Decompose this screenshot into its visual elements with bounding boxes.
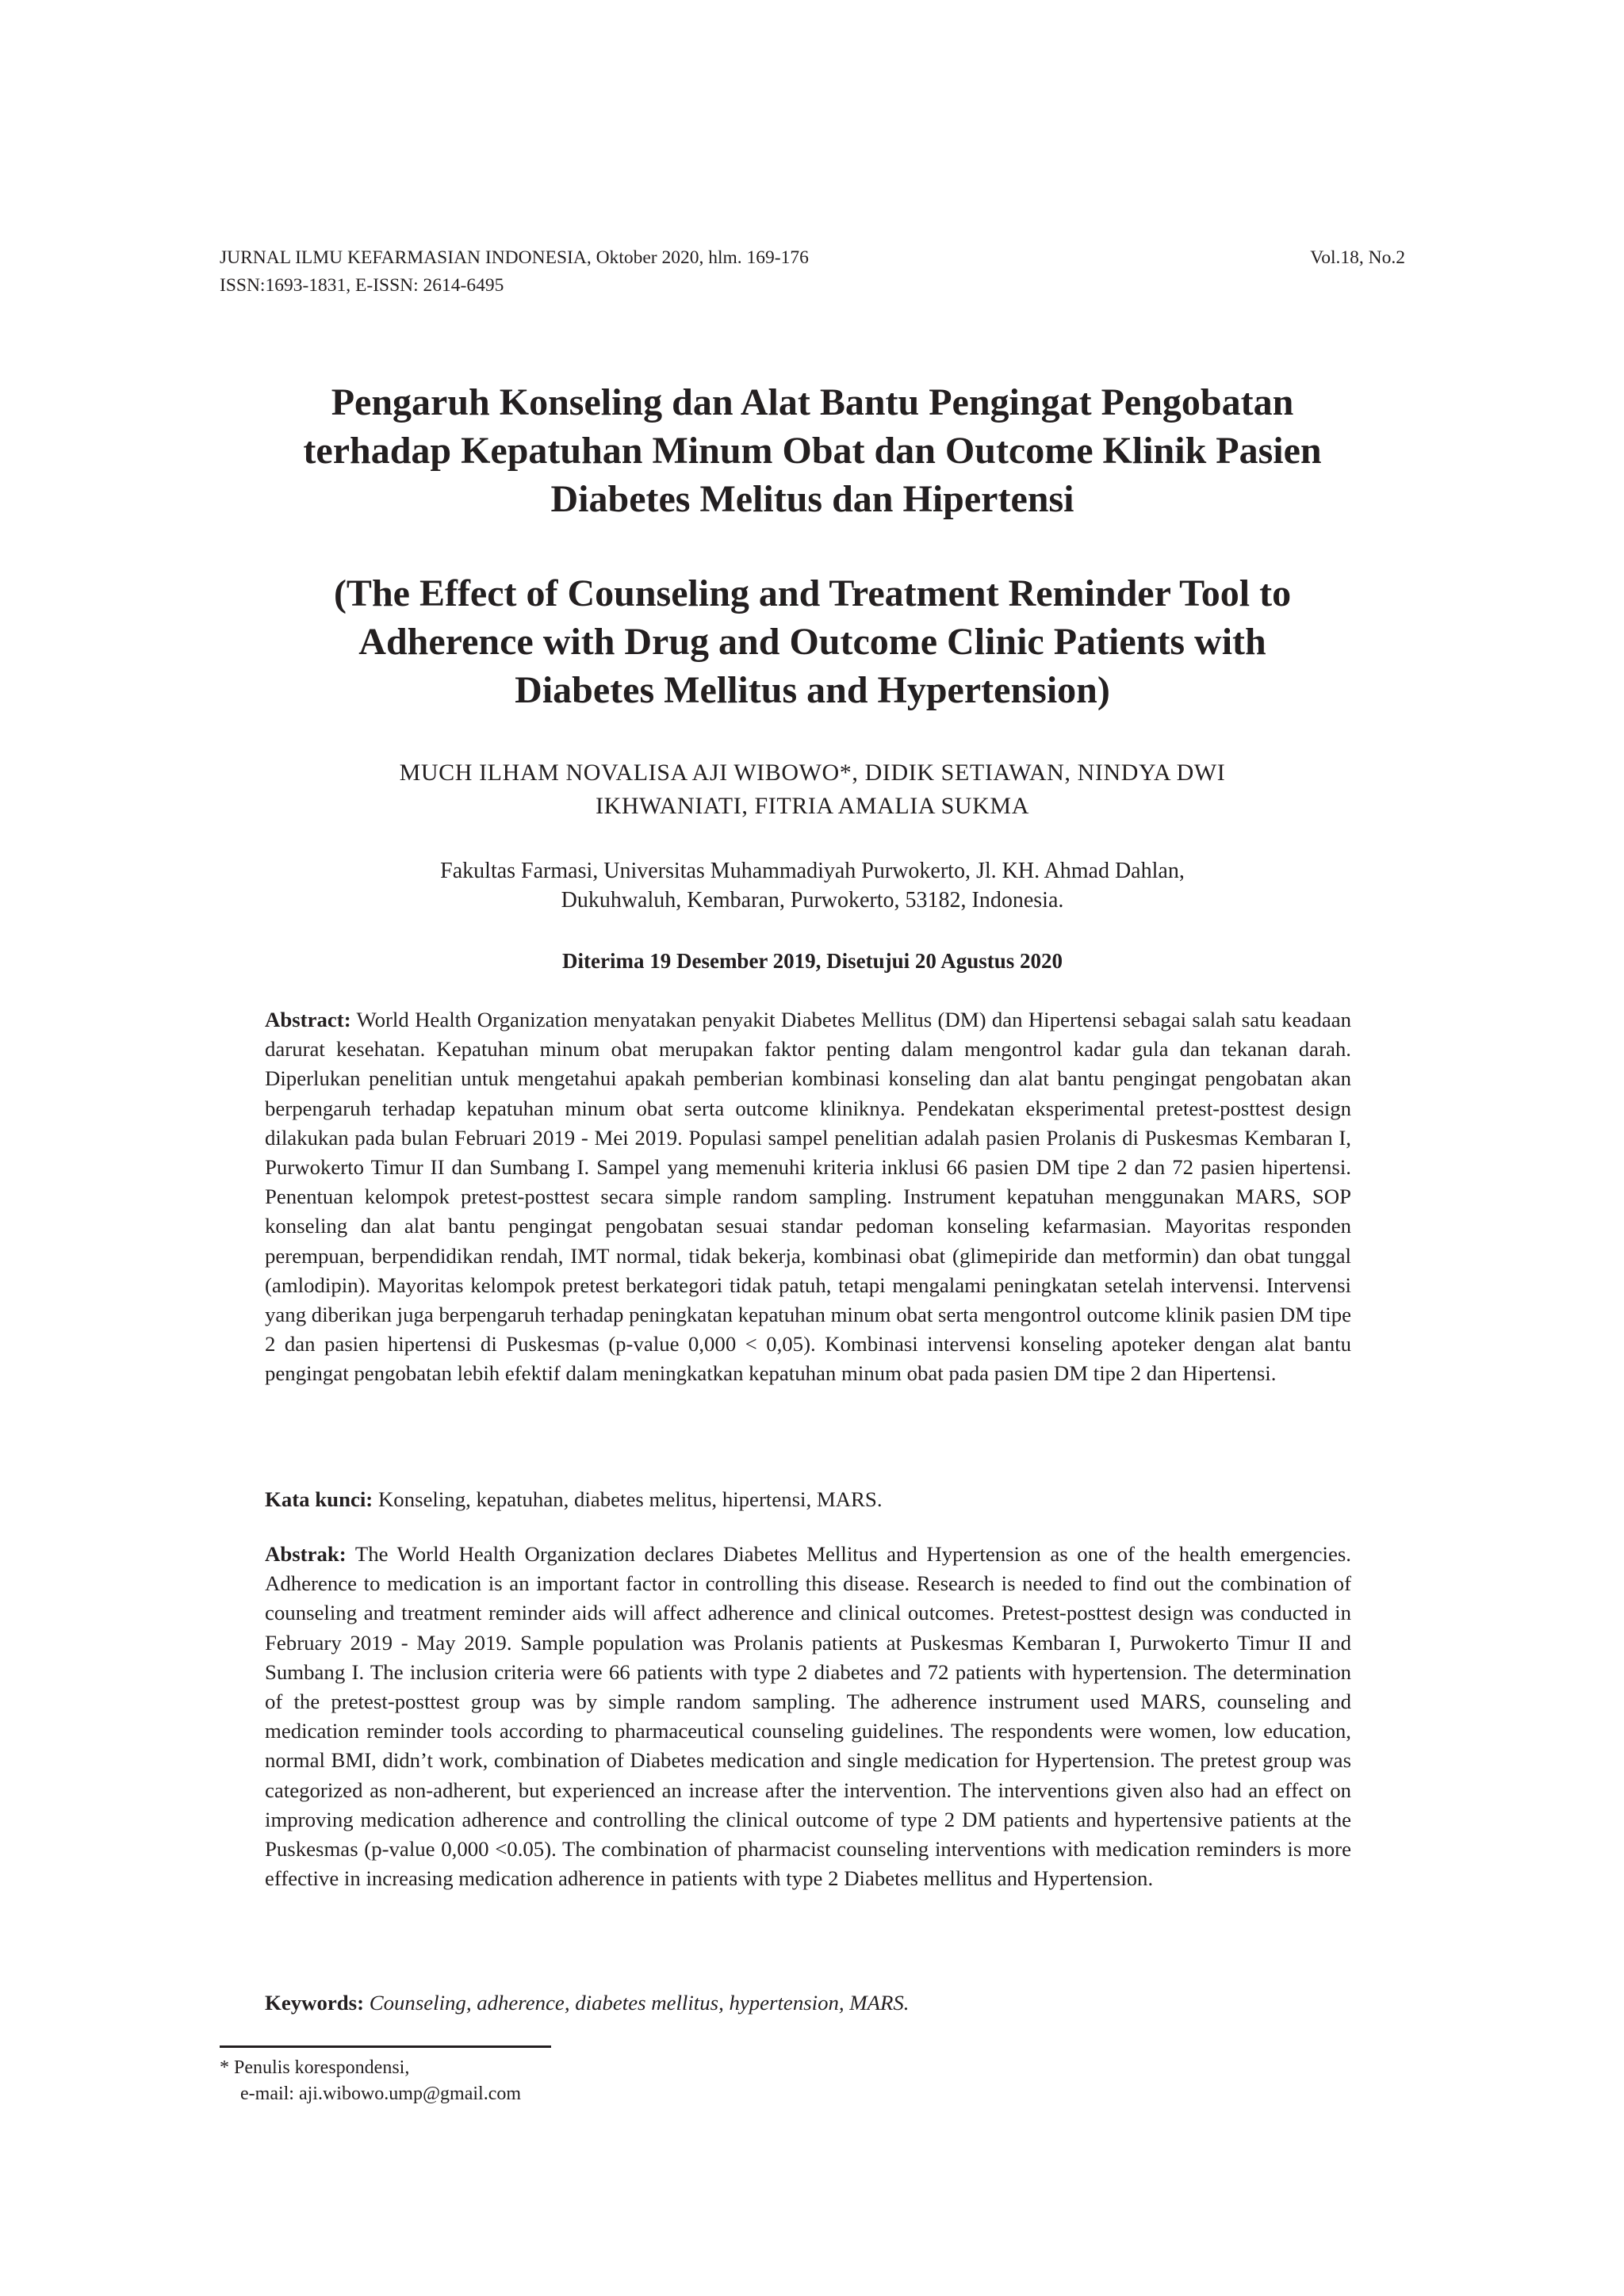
title-line: Diabetes Mellitus and Hypertension) — [515, 669, 1110, 711]
abstract-label: Abstrak: — [265, 1542, 347, 1566]
abstract-text: The World Health Organization declares Diabetes Mellitus and Hypertension as one of the health emergencies. Adherence to medication is an important factor in controlling this disease. Research is needed to find out the combination of counseling and treatment reminder aids will affect adherence and clinical outcomes. Pretest-posttest design was conducted in February 2019 - May 2019. Sample population was Prolanis patients at Puskesmas Kembaran I, Purwokerto Timur II and Sumbang I. The inclusion criteria were 66 patients with type 2 diabetes and 72 patients with hypertension. The determination of the pretest-posttest group was by simple random sampling. The adherence instrument used MARS, counseling and medication reminder tools according to pharmaceutical counseling guidelines. The respondents were women, low education, normal BMI, didn’t work, combination of Diabetes medication and single medication for Hypertension. The pretest group was categorized as non-adherent, but experienced an increase after the intervention. The interventions given also had an effect on improving medication adherence and controlling the clinical outcome of type 2 DM patients and hypertensive patients at the Puskesmas (p-value 0,000 <0.05). The combination of pharmacist counseling interventions with medication reminders is more effective in increasing medication adherence in patients with type 2 Diabetes mellitus and Hypertension. — [265, 1542, 1351, 1891]
title-line: Diabetes Melitus dan Hipertensi — [550, 478, 1074, 520]
abstract-english — [265, 1540, 1351, 1893]
title-indonesian — [220, 378, 1405, 523]
abstract-label: Abstract: — [265, 1008, 351, 1031]
footnote-correspondence: * Penulis korespondensi, — [220, 2057, 410, 2078]
title-line: terhadap Kepatuhan Minum Obat dan Outcome Klinik Pasien — [303, 430, 1322, 472]
keywords-label: Keywords: — [265, 1991, 365, 2015]
volume-label: Vol.18, No.2 — [1310, 247, 1405, 268]
author-line: MUCH ILHAM NOVALISA AJI WIBOWO*, DIDIK SETIAWAN, NINDYA DWI — [399, 760, 1226, 786]
footnote-email: e-mail: aji.wibowo.ump@gmail.com — [240, 2084, 522, 2104]
abstract-indonesian — [265, 1005, 1351, 1389]
author-list — [220, 756, 1405, 823]
author-line: IKHWANIATI, FITRIA AMALIA SUKMA — [596, 793, 1029, 819]
journal-header — [220, 244, 809, 300]
title-line: Pengaruh Konseling dan Alat Bantu Pengingat Pengobatan — [331, 381, 1294, 423]
abstract-text: World Health Organization menyatakan penyakit Diabetes Mellitus (DM) dan Hipertensi sebagai salah satu keadaan darurat kesehatan. Kepatuhan minum obat merupakan faktor penting dalam mengontrol kadar gula dan tekanan darah. Diperlukan penelitian untuk mengetahui apakah pemberian kombinasi konseling dan alat bantu pengingat pengobatan akan berpengaruh terhadap kepatuhan minum obat serta outcome kliniknya. Pendekatan eksperimental pretest-posttest design dilakukan pada bulan Februari 2019 - Mei 2019. Populasi sampel penelitian adalah pasien Prolanis di Puskesmas Kembaran I, Purwokerto Timur II dan Sumbang I. Sampel yang memenuhi kriteria inklusi 66 pasien DM tipe 2 dan 72 pasien hipertensi. Penentuan kelompok pretest-posttest secara simple random sampling. Instrument kepatuhan menggunakan MARS, SOP konseling dan alat bantu pengingat pengobatan sesuai standar pedoman konseling kefarmasian. Mayoritas responden perempuan, berpendidikan rendah, IMT normal, tidak bekerja, kombinasi obat (glimepiride dan metformin) dan obat tunggal (amlodipin). Mayoritas kelompok pretest berkategori tidak patuh, tetapi mengalami peningkatan setelah intervensi. Intervensi yang diberikan juga berpengaruh terhadap peningkatan kepatuhan minum obat serta mengontrol outcome klinik pasien DM tipe 2 dan pasien hipertensi di Puskesmas (p-value 0,000 < 0,05). Kombinasi intervensi konseling apoteker dengan alat bantu pengingat pengobatan lebih efektif dalam meningkatkan kepatuhan minum obat pada pasien DM tipe 2 dan Hipertensi. — [265, 1008, 1351, 1386]
affiliation — [220, 856, 1405, 915]
keywords-indonesian — [265, 1485, 1351, 1514]
issn-line: ISSN:1693-1831, E-ISSN: 2614-6495 — [220, 275, 504, 296]
title-line: (The Effect of Counseling and Treatment Reminder Tool to — [333, 572, 1292, 614]
title-line: Adherence with Drug and Outcome Clinic Patients with — [358, 621, 1266, 663]
title-english — [220, 569, 1405, 714]
keywords-text: Counseling, adherence, diabetes mellitus, hypertension, MARS. — [364, 1991, 910, 2015]
affiliation-line: Fakultas Farmasi, Universitas Muhammadiyah Purwokerto, Jl. KH. Ahmad Dahlan, — [440, 859, 1185, 883]
received-dates: Diterima 19 Desember 2019, Disetujui 20 Agustus 2020 — [562, 949, 1063, 973]
journal-citation: JURNAL ILMU KEFARMASIAN INDONESIA, Oktober 2020, hlm. 169-176 — [220, 247, 809, 268]
keywords-label: Kata kunci: — [265, 1487, 373, 1511]
footnote-divider — [220, 2045, 551, 2048]
keywords-text: Konseling, kepatuhan, diabetes melitus, hipertensi, MARS. — [373, 1487, 883, 1511]
keywords-english — [265, 1988, 1351, 2018]
footnote — [220, 2055, 521, 2107]
affiliation-line: Dukuhwaluh, Kembaran, Purwokerto, 53182, Indonesia. — [561, 888, 1064, 913]
